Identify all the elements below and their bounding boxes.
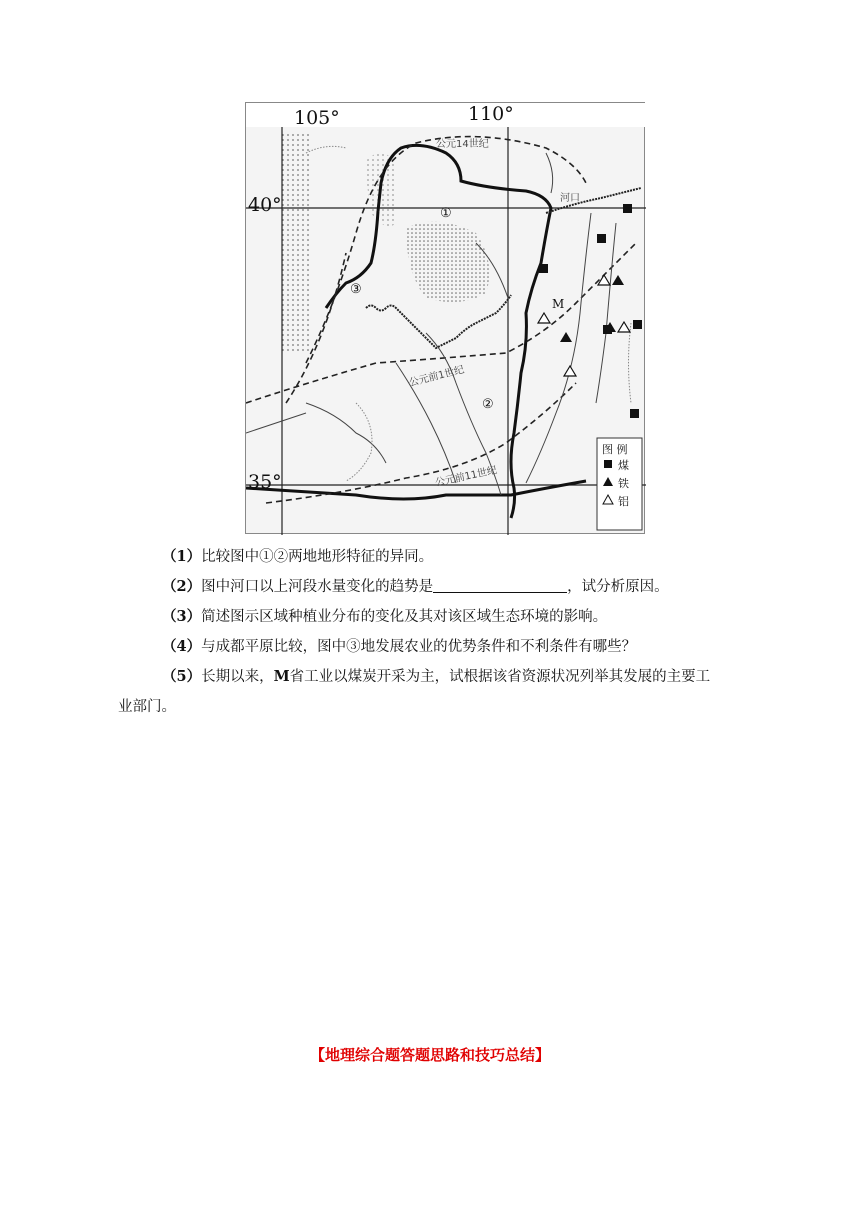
great-wall	[366, 295, 511, 348]
answer-blank[interactable]	[433, 578, 567, 593]
question-1-number: （1）	[162, 548, 202, 565]
aluminum-symbols	[538, 275, 630, 376]
legend-title: 图 例	[602, 443, 628, 456]
question-4	[118, 632, 758, 662]
label-hekou: 河口	[560, 193, 580, 204]
question-2	[118, 572, 758, 602]
question-3-number: （3）	[162, 608, 202, 625]
lon-label-110: 110°	[468, 103, 514, 125]
label-1st-century-bc: 公元前1世纪	[408, 364, 466, 389]
label-14th-century: 公元14世纪	[436, 139, 489, 150]
question-5	[118, 662, 758, 692]
desert-ordos	[406, 222, 489, 302]
geography-map	[245, 102, 645, 534]
region-label-1: ①	[440, 206, 452, 221]
question-1	[118, 542, 758, 572]
question-2-number: （2）	[162, 578, 202, 595]
question-5-continued	[118, 692, 758, 722]
question-4-number: （4）	[162, 638, 202, 655]
question-5-number: （5）	[162, 668, 202, 685]
map-drawing	[246, 103, 646, 535]
desert-west	[282, 131, 312, 351]
question-3	[118, 602, 758, 632]
yellow-river	[378, 145, 551, 518]
question-2-text-after: ，试分析原因。	[567, 579, 669, 595]
question-5-text-pre: 长期以来，	[201, 669, 274, 685]
lat-label-40: 40°	[248, 194, 282, 216]
question-5-province-m: M	[273, 668, 290, 685]
region-label-m: M	[552, 297, 565, 311]
region-label-3: ③	[350, 282, 362, 297]
legend-coal-square	[604, 460, 612, 468]
wei-river	[246, 481, 586, 499]
map-legend	[597, 438, 642, 530]
question-5-text-post: 省工业以煤炭开采为主，试根据该省资源状况列举其发展的主要工	[289, 669, 711, 685]
lat-label-35: 35°	[248, 471, 282, 493]
label-11th-century-bc: 公元前11世纪	[434, 465, 498, 489]
legend-coal-label: 煤	[618, 459, 629, 472]
legend-iron-label: 铁	[618, 477, 629, 490]
question-3-text: 简述图示区域种植业分布的变化及其对该区域生态环境的影响。	[201, 609, 608, 625]
question-5-text-line2: 业部门。	[118, 699, 176, 715]
lon-label-105: 105°	[294, 107, 340, 129]
question-list	[118, 542, 758, 722]
summary-heading: 【地理综合题答题思路和技巧总结】	[309, 1046, 550, 1064]
region-label-2: ②	[482, 397, 494, 412]
question-2-text-before: 图中河口以上河段水量变化的趋势是	[201, 579, 434, 595]
question-1-text: 比较图中①②两地地形特征的异同。	[201, 549, 434, 565]
legend-aluminum-label: 铝	[618, 495, 629, 508]
coal-symbols	[539, 204, 642, 418]
question-4-text: 与成都平原比较，图中③地发展农业的优势条件和不利条件有哪些？	[201, 639, 637, 655]
